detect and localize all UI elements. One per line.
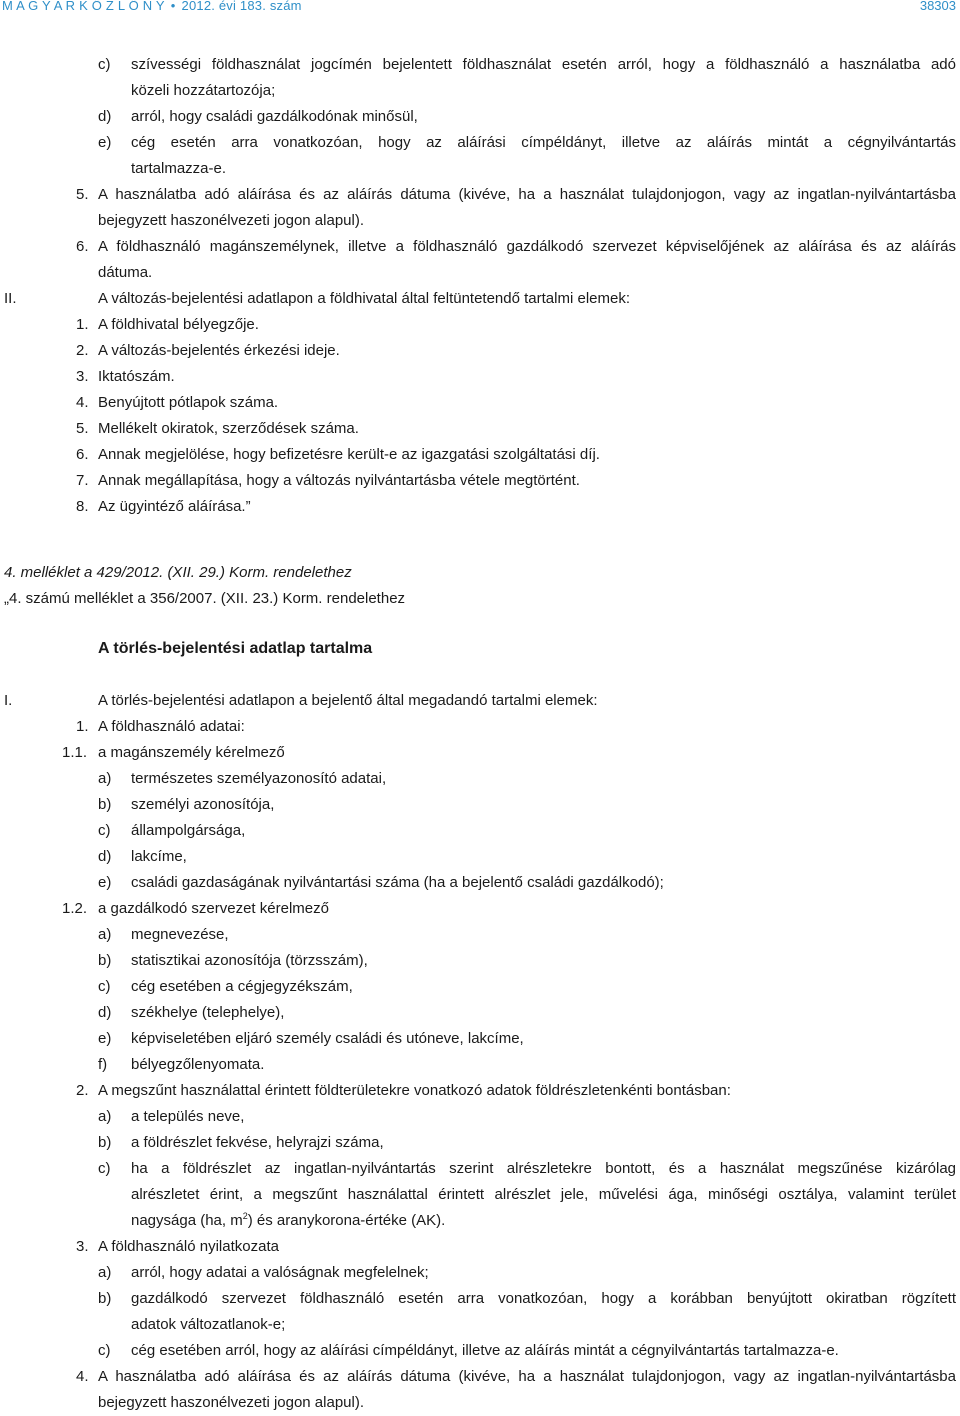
item-text: a település neve, xyxy=(131,1108,245,1125)
item-text: cég esetében a cégjegyzékszám, xyxy=(131,978,353,995)
item-marker: 1. xyxy=(76,718,89,735)
running-header xyxy=(2,0,302,13)
item-marker: b) xyxy=(98,1290,112,1307)
item-marker: d) xyxy=(98,108,112,125)
item-marker: d) xyxy=(98,848,112,865)
item-text: A földhasználó adatai: xyxy=(98,718,245,735)
item-text: A megszűnt használattal érintett földterületekre vonatkozó adatok földrészletenkénti bontásban: xyxy=(98,1082,731,1099)
item-text: arról, hogy adatai a valóságnak megfelelnek; xyxy=(131,1264,429,1281)
item-text: A földhasználó magánszemélynek, illetve a földhasználó gazdálkodó szervezet képviselőjének az aláírása és az aláírás xyxy=(98,238,956,255)
item-marker: b) xyxy=(98,952,112,969)
item-marker: a) xyxy=(98,770,112,787)
heading-text: A törlés-bejelentési adatlap tartalma xyxy=(98,640,373,657)
item-marker: e) xyxy=(98,1030,112,1047)
journal-name: M A G Y A R K Ö Z L Ö N Y xyxy=(2,0,165,13)
item-marker: b) xyxy=(98,1134,112,1151)
item-marker: e) xyxy=(98,874,112,891)
item-marker: 5. xyxy=(76,186,89,203)
item-marker: b) xyxy=(98,796,112,813)
item-text: nagysága (ha, $m^2$) és aranykorona-értéke (AK). xyxy=(131,1211,446,1229)
item-marker: a) xyxy=(98,926,112,943)
item-marker: 7. xyxy=(76,472,89,489)
header-bullet: • xyxy=(170,0,176,13)
item-text: a gazdálkodó szervezet kérelmező xyxy=(98,900,329,917)
item-text: A használatba adó aláírása és az aláírás dátuma (kivéve, ha a használat tulajdonjogon, vagy az ingatlan-nyilvántartásba xyxy=(98,186,956,203)
item-text: Benyújtott pótlapok száma. xyxy=(98,394,279,411)
item-text: a földrészlet fekvése, helyrajzi száma, xyxy=(131,1134,384,1151)
item-text: adatok változatlanok-e; xyxy=(131,1316,286,1333)
item-text: A változás-bejelentés érkezési ideje. xyxy=(98,342,340,359)
item-text: megnevezése, xyxy=(131,926,229,943)
item-marker: 4. xyxy=(76,1368,89,1385)
item-marker: 1.2. xyxy=(62,900,88,917)
issue-number: 2012. évi 183. szám xyxy=(181,0,302,13)
item-text: lakcíme, xyxy=(131,848,187,865)
item-text: alrészletet érint, a megszűnt használattal érintett alrészlet jele, művelési ága, minőségi osztálya, valamint terület xyxy=(131,1186,956,1203)
item-marker: c) xyxy=(98,978,111,995)
item-text: arról, hogy családi gazdálkodónak minősül, xyxy=(131,108,418,125)
section-numeral: I. xyxy=(4,692,13,709)
item-marker: 6. xyxy=(76,238,89,255)
item-text: A törlés-bejelentési adatlapon a bejelentő által megadandó tartalmi elemek: xyxy=(98,692,598,709)
item-text: székhelye (telephelye), xyxy=(131,1004,285,1021)
item-text: cég esetében arról, hogy az aláírási címpéldányt, illetve az aláírás mintát a cégnyilvántartás tartalmazza-e. xyxy=(131,1342,839,1359)
item-marker: 6. xyxy=(76,446,89,463)
item-text: Annak megjelölése, hogy befizetésre került-e az igazgatási szolgáltatási díj. xyxy=(98,446,600,463)
item-text: bélyegzőlenyomata. xyxy=(131,1056,265,1073)
section-numeral: II. xyxy=(4,290,17,307)
item-text: A földhasználó nyilatkozata xyxy=(98,1238,279,1255)
page-number: 38303 xyxy=(919,0,956,13)
item-text: statisztikai azonosítója (törzsszám), xyxy=(131,952,368,969)
item-text: Iktatószám. xyxy=(98,368,175,385)
item-marker: c) xyxy=(98,1160,111,1177)
page-header xyxy=(0,0,960,22)
item-marker: c) xyxy=(98,822,111,839)
item-text: cég esetén arra vonatkozóan, hogy az aláírási címpéldányt, illetve az aláírás mintát a cégnyilvántartás xyxy=(131,134,956,151)
item-marker: 1. xyxy=(76,316,89,333)
item-marker: f) xyxy=(98,1056,108,1073)
item-marker: 2. xyxy=(76,342,89,359)
item-text: képviseletében eljáró személy családi és utóneve, lakcíme, xyxy=(131,1030,524,1047)
item-text: szívességi földhasználat jogcímén bejelentett földhasználat esetén arról, hogy a földhasználó a használatba adó xyxy=(131,56,956,73)
item-marker: a) xyxy=(98,1264,112,1281)
item-marker: c) xyxy=(98,1342,111,1359)
item-marker: d) xyxy=(98,1004,112,1021)
item-marker: c) xyxy=(98,56,111,73)
item-text: Mellékelt okiratok, szerződések száma. xyxy=(98,420,359,437)
item-text: A változás-bejelentési adatlapon a földhivatal által feltüntetendő tartalmi elemek: xyxy=(98,290,630,307)
item-text: természetes személyazonosító adatai, xyxy=(131,770,387,787)
item-text: személyi azonosítója, xyxy=(131,796,275,813)
annex-subtitle-text: „4. számú melléklet a 356/2007. (XII. 23.) Korm. rendelethez xyxy=(4,590,406,607)
item-marker: 2. xyxy=(76,1082,89,1099)
item-text: Annak megállapítása, hogy a változás nyilvántartásba vétele megtörtént. xyxy=(98,472,580,489)
item-text: gazdálkodó szervezet földhasználó esetén arra vonatkozóan, hogy a korábban benyújtott okiratban rögzített xyxy=(131,1290,956,1307)
item-text: A földhivatal bélyegzője. xyxy=(98,316,259,333)
item-text: bejegyzett haszonélvezeti jogon alapul). xyxy=(98,1394,365,1411)
item-marker: 3. xyxy=(76,1238,89,1255)
item-text: A használatba adó aláírása és az aláírás dátuma (kivéve, ha a használat tulajdonjogon, vagy az ingatlan-nyilvántartásba xyxy=(98,1368,956,1385)
item-text: a magánszemély kérelmező xyxy=(98,744,285,761)
item-marker: 3. xyxy=(76,368,89,385)
item-marker: 1.1. xyxy=(62,744,88,761)
item-text: dátuma. xyxy=(98,264,153,281)
item-text: Az ügyintéző aláírása.” xyxy=(98,498,251,515)
item-marker: 4. xyxy=(76,394,89,411)
item-text: bejegyzett haszonélvezeti jogon alapul). xyxy=(98,212,365,229)
item-marker: 8. xyxy=(76,498,89,515)
item-text: közeli hozzátartozója; xyxy=(131,82,276,99)
item-text: tartalmazza-e. xyxy=(131,160,227,177)
superscript: 2 xyxy=(242,1211,248,1221)
item-text: állampolgársága, xyxy=(131,822,246,839)
item-marker: 5. xyxy=(76,420,89,437)
item-text: ha a földrészlet az ingatlan-nyilvántartás szerint alrészletekre bontott, és a használat megszűnése kizárólag xyxy=(131,1160,956,1177)
annex-title-text: 4. melléklet a 429/2012. (XII. 29.) Korm. rendelethez xyxy=(4,564,352,581)
item-marker: e) xyxy=(98,134,112,151)
item-text: családi gazdaságának nyilvántartási száma (ha a bejelentő családi gazdálkodó); xyxy=(131,874,664,891)
item-marker: a) xyxy=(98,1108,112,1125)
